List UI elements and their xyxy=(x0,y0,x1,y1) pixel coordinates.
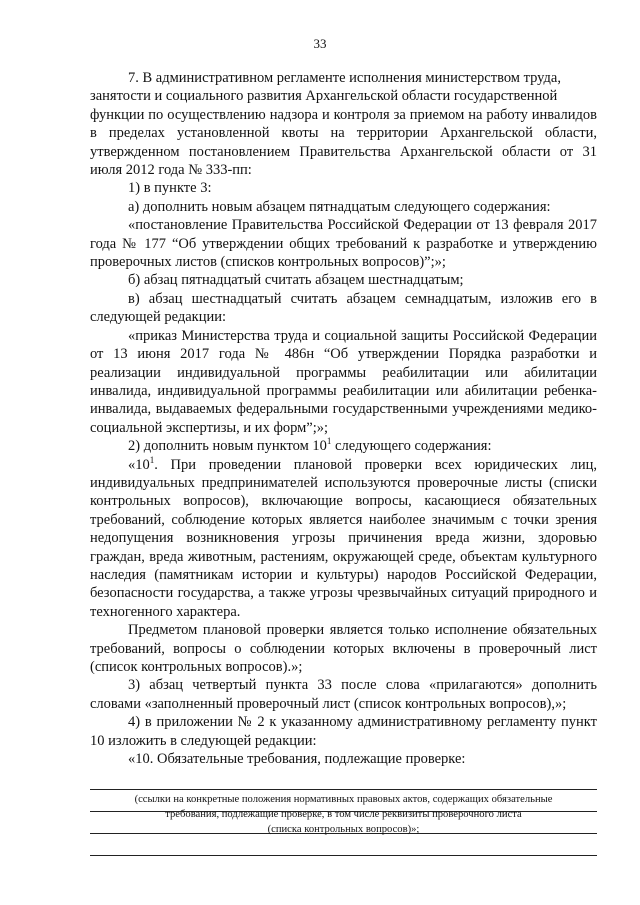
paragraph-quote-3b: Предметом плановой проверки является только исполнение обязательных требований, вопросы о соблюдении которых включены в проверочный лист (список контрольных вопросов).»; xyxy=(90,622,597,675)
blank-fill-line xyxy=(90,834,597,856)
paragraph-quote-1: «постановление Правительства Российской Федерации от 13 февраля 2017 года № 177 “Об утверждении общих требований к разработке и утверждению проверочных листов (списков контрольных вопросов)”;»; xyxy=(90,217,597,271)
paragraph-sub-1b: б) абзац пятнадцатый считать абзацем шестнадцатым; xyxy=(128,272,464,289)
quote3-text-before: «10 xyxy=(128,456,150,473)
paragraph-sub-1a: а) дополнить новым абзацем пятнадцатым следующего содержания: xyxy=(128,198,551,215)
paragraph-sub-4: 4) в приложении № 2 к указанному административному регламенту пункт 10 изложить в следующей редакции: xyxy=(90,714,597,749)
paragraph-sub-3: 3) абзац четвертый пункта 33 после слова «прилагаются» дополнить словами «заполненный проверочный лист (список контрольных вопросов),»; xyxy=(90,677,597,712)
sub2-text-before: 2) дополнить новым пунктом 10 xyxy=(128,438,327,455)
quote3-text-after: . При проведении плановой проверки всех юридических лиц, индивидуальных предпринимателей используются проверочные листы (списки контрольных вопросов), включающие вопросы, касающиеся обязательных требований, соблюдение которых является наиболее значимым с точки зрения недопущения возникновения угрозы причинения вреда жизни, здоровью граждан, вреда животным, растениям, окружающей среде, объектам культурного наследия (памятникам истории и культуры) народов Российской Федерации, безопасности государства, а также угрозы чрезвычайных ситуаций природного и техногенного характера. xyxy=(90,456,597,620)
sub2-superscript: 1 xyxy=(326,436,332,447)
item7-line-3: функции по осуществлению надзора и контроля за приемом на работу инвалидов в пределах установленной квоты на территории Архангельской области, утвержденном постановлением Правительства Архангельской области от 31 июля 2012 года № 333-пп: xyxy=(90,106,597,179)
footnote-line: (ссылки на конкретные положения нормативных правовых актов, содержащих обязательные xyxy=(134,794,553,805)
paragraph-item-7 xyxy=(90,69,597,179)
quote3-superscript: 1 xyxy=(149,454,155,465)
paragraph-quote-2: «приказ Министерства труда и социальной защиты Российской Федерации от 13 июня 2017 года № 486н “Об утверждении Порядка разработки и реализации индивидуальной программы реабилитации или абилитации инвалида, индивидуальной программы реабилитации или абилитации ребенка-инвалида, выдаваемых федеральными государственными учреждениями медико-социальной экспертизы, и их форм”;»; xyxy=(90,327,597,436)
footnote-line: (списка контрольных вопросов)»; xyxy=(267,823,420,835)
paragraph-sub-1v: в) абзац шестнадцатый считать абзацем семнадцатым, изложив его в следующей редакции: xyxy=(90,290,597,326)
footnote-line: требования, подлежащие проверке, в том числе реквизиты проверочного листа xyxy=(165,808,522,820)
footnote-caption xyxy=(100,793,587,837)
item7-line-2: занятости и социального развития Архангельской области государственной xyxy=(90,88,558,105)
paragraph-sub-2 xyxy=(90,437,597,455)
paragraph-quote-4: «10. Обязательные требования, подлежащие проверке: xyxy=(128,751,466,768)
document-body xyxy=(90,69,597,856)
paragraph-sub-1: 1) в пункте 3: xyxy=(128,180,212,197)
page-number: 33 xyxy=(313,36,327,51)
blank-fill-line xyxy=(90,768,597,790)
paragraph-quote-3 xyxy=(90,456,597,622)
item7-line-1: 7. В административном регламенте исполнения министерством труда, xyxy=(128,70,561,86)
sub2-text-after: следующего содержания: xyxy=(331,438,492,455)
